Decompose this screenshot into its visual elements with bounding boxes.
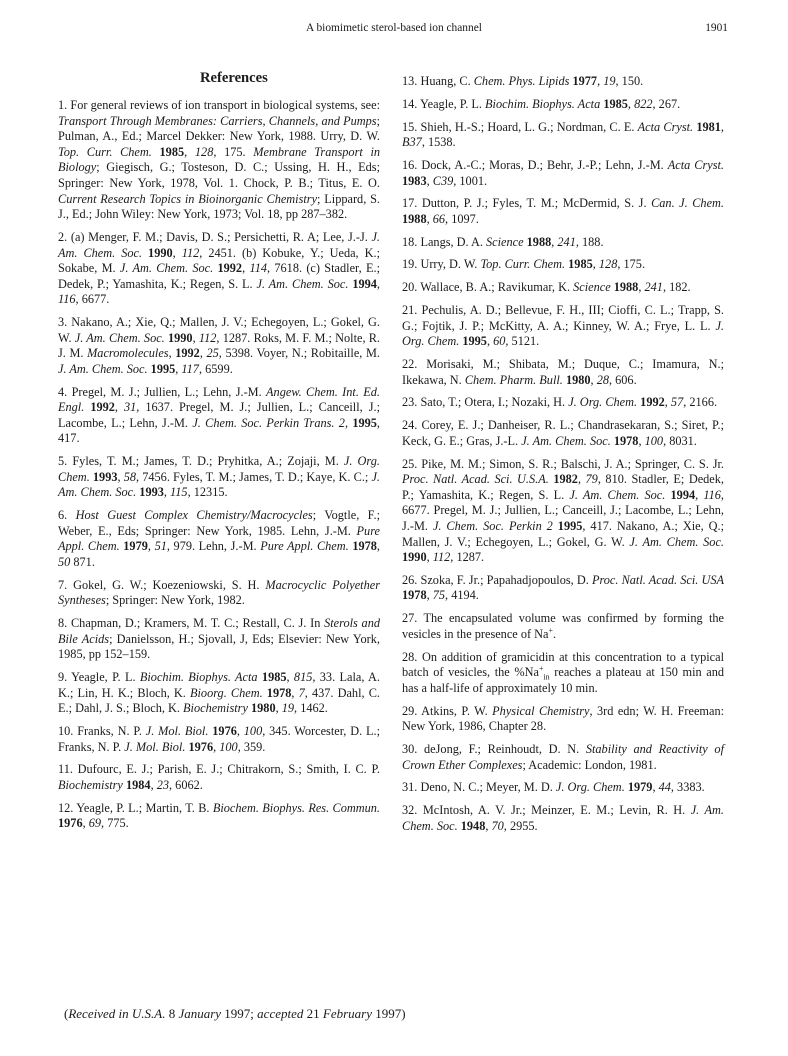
- reference-entry: 23. Sato, T.; Otera, I.; Nozaki, H. J. Org. Chem. 1992, 57, 2166.: [402, 395, 718, 410]
- running-title: A biomimetic sterol-based ion channel: [306, 22, 482, 34]
- reference-entry: 3. Nakano, A.; Xie, Q.; Mallen, J. V.; Echegoyen, L.; Gokel, G. W. J. Am. Chem. Soc. 1990, 112, 1287. Roks, M. F. M.; Nolte, R. J. M. Macromolecules, 1992, 25, 5398. Voyer, N.; Robitaille, M. J. Am. Chem. Soc. 1995, 117, 6599.: [58, 315, 381, 376]
- reference-entry: 21. Pechulis, A. D.; Bellevue, F. H., III; Cioffi, C. L.; Trapp, S. G.; Fojtik, J. P.; McKitty, A. A.; Kinney, W. A.; Frye, L. L. J. Org. Chem. 1995, 60, 5121.: [402, 303, 724, 349]
- reference-entry: 31. Deno, N. C.; Meyer, M. D. J. Org. Chem. 1979, 44, 3383.: [402, 780, 705, 795]
- reference-entry: 26. Szoka, F. Jr.; Papahadjopoulos, D. Proc. Natl. Acad. Sci. USA 1978, 75, 4194.: [402, 572, 724, 603]
- received-note: (Received in U.S.A. 8 January 1997; accepted 21 February 1997): [64, 1006, 406, 1021]
- reference-entry: 10. Franks, N. P. J. Mol. Biol. 1976, 100, 345. Worcester, D. L.; Franks, N. P. J. Mol. Biol. 1976, 100, 359.: [58, 724, 380, 754]
- reference-entry: 12. Yeagle, P. L.; Martin, T. B. Biochem. Biophys. Res. Commun. 1976, 69, 775.: [58, 800, 380, 831]
- reference-entry: 5. Fyles, T. M.; James, T. D.; Pryhitka, A.; Zojaji, M. J. Org. Chem. 1993, 58, 7456. Fyles, T. M.; James, T. D.; Kaye, K. C.; J. Am. Chem. Soc. 1993, 115, 12315.: [58, 454, 380, 500]
- reference-entry: 29. Atkins, P. W. Physical Chemistry, 3rd edn; W. H. Freeman: New York, 1986, Chapter 28.: [402, 703, 725, 734]
- references-heading: References: [200, 70, 268, 86]
- page-number: 1901: [705, 22, 728, 34]
- reference-entry: 32. McIntosh, A. V. Jr.; Meinzer, E. M.; Levin, R. H. J. Am. Chem. Soc. 1948, 70, 2955.: [402, 803, 724, 833]
- reference-entry: 25. Pike, M. M.; Simon, S. R.; Balschi, J. A.; Springer, C. S. Jr. Proc. Natl. Acad. Sci. U.S.A. 1982, 79, 810. Stadler, E; Dedek, P.; Yamashita, K.; Regen, S. L. J. Am. Chem. Soc. 1994, 116, 6677. Pregel, M. J.; Jullien, L.; Canceill, J.; Lacombe, L.; Lehn, J.-M. J. Chem. Soc. Perkin 2 1995, 417. Nakano, A.; Xie, Q.; Mallen, J. V.; Echegoyen, L.; Gokel, G. W. J. Am. Chem. Soc. 1990, 112, 1287.: [402, 456, 724, 565]
- reference-entry: 19. Urry, D. W. Top. Curr. Chem. 1985, 128, 175.: [402, 257, 646, 272]
- reference-entry: 9. Yeagle, P. L. Biochim. Biophys. Acta 1985, 815, 33. Lala, A. K.; Lin, H. K.; Bloch, K. Bioorg. Chem. 1978, 7, 437. Dahl, C. E.; Dahl, J. S.; Bloch, K. Biochemistry 1980, 19, 1462.: [58, 670, 380, 716]
- reference-entry: 11. Dufourc, E. J.; Parish, E. J.; Chitrakorn, S.; Smith, I. C. P. Biochemistry 1984, 23, 6062.: [58, 762, 380, 793]
- reference-entry: 22. Morisaki, M.; Shibata, M.; Duque, C.; Imamura, N.; Ikekawa, N. Chem. Pharm. Bull. 1980, 28, 606.: [402, 357, 724, 387]
- reference-entry: 17. Dutton, P. J.; Fyles, T. M.; McDermid, S. J. Can. J. Chem. 1988, 66, 1097.: [402, 196, 724, 226]
- reference-entry: 6. Host Guest Complex Chemistry/Macrocycles; Vogtle, F.; Weber, E., Eds; Springer: New York, 1985. Lehn, J.-M. Pure Appl. Chem. 1979, 51, 979. Lehn, J.-M. Pure Appl. Chem. 1978, 50 871.: [58, 508, 380, 569]
- references-left-column: [58, 98, 380, 839]
- reference-entry: 4. Pregel, M. J.; Jullien, L.; Lehn, J.-M. Angew. Chem. Int. Ed. Engl. 1992, 31, 1637. Pregel, M. J.; Jullien, L.; Canceill, J.; Lacombe, L.; Lehn, J.-M. J. Chem. Soc. Perkin Trans. 2, 1995, 417.: [58, 384, 380, 446]
- reference-entry: 24. Corey, E. J.; Danheiser, R. L.; Chandrasekaran, S.; Siret, P.; Keck, G. E.; Gras, J.-L. J. Am. Chem. Soc. 1978, 100, 8031.: [402, 418, 724, 448]
- reference-entry: 27. The encapsulated volume was confirmed by forming the vesicles in the presence of Na+.: [402, 611, 724, 641]
- reference-entry: 14. Yeagle, P. L. Biochim. Biophys. Acta 1985, 822, 267.: [402, 96, 681, 111]
- reference-entry: 16. Dock, A.-C.; Moras, D.; Behr, J.-P.; Lehn, J.-M. Acta Cryst. 1983, C39, 1001.: [402, 157, 724, 188]
- references-right-column: [402, 74, 724, 842]
- reference-entry: 15. Shieh, H.-S.; Hoard, L. G.; Nordman, C. E. Acta Cryst. 1981, B37, 1538.: [402, 119, 724, 150]
- reference-entry: 1. For general reviews of ion transport in biological systems, see: Transport Through Membranes: Carriers, Channels, and Pumps; Pulman, A., Ed.; Marcel Dekker: New York, 1988. Urry, D. W. Top. Curr. Chem. 1985, 128, 175. Membrane Transport in Biology; Giegisch, G.; Tosteson, D. C.; Ussing, H. H., Eds; Springer: New York, 1978, Vol. 1. Chock, P. B.; Titus, E. O. Current Research Topics in Bioinorganic Chemistry; Lippard, S. J., Ed.; John Wiley: New York, 1973; Vol. 18, pp 287–382.: [58, 98, 381, 222]
- reference-entry: 7. Gokel, G. W.; Koezeniowski, S. H. Macrocyclic Polyether Syntheses; Springer: New York, 1982.: [58, 577, 380, 608]
- running-head: [60, 22, 728, 42]
- reference-entry: 8. Chapman, D.; Kramers, M. T. C.; Restall, C. J. In Sterols and Bile Acids; Danielsson, H.; Sjovall, J, Eds; Elsevier: New York, 1985, pp 152–159.: [58, 616, 380, 662]
- reference-entry: 18. Langs, D. A. Science 1988, 241, 188.: [402, 234, 604, 249]
- reference-entry: 2. (a) Menger, F. M.; Davis, D. S.; Persichetti, R. A; Lee, J.-J. J. Am. Chem. Soc. 1990, 112, 2451. (b) Kobuke, Y.; Ueda, K.; Sokabe, M. J. Am. Chem. Soc. 1992, 114, 7618. (c) Stadler, E.; Dedek, P.; Yamashita, K.; Regen, S. L. J. Am. Chem. Soc. 1994, 116, 6677.: [58, 229, 381, 307]
- reference-entry: 20. Wallace, B. A.; Ravikumar, K. Science 1988, 241, 182.: [402, 280, 691, 295]
- reference-entry: 13. Huang, C. Chem. Phys. Lipids 1977, 19, 150.: [402, 74, 644, 88]
- reference-entry: 28. On addition of gramicidin at this concentration to a typical batch of vesicles, the $\%Na^+_{in}$ reaches a plateau at 150 min and has a half-life of approximately 10 min.: [402, 649, 725, 695]
- reference-entry: 30. deJong, F.; Reinhoudt, D. N. Stability and Reactivity of Crown Ether Complexes; Academic: London, 1981.: [402, 741, 724, 772]
